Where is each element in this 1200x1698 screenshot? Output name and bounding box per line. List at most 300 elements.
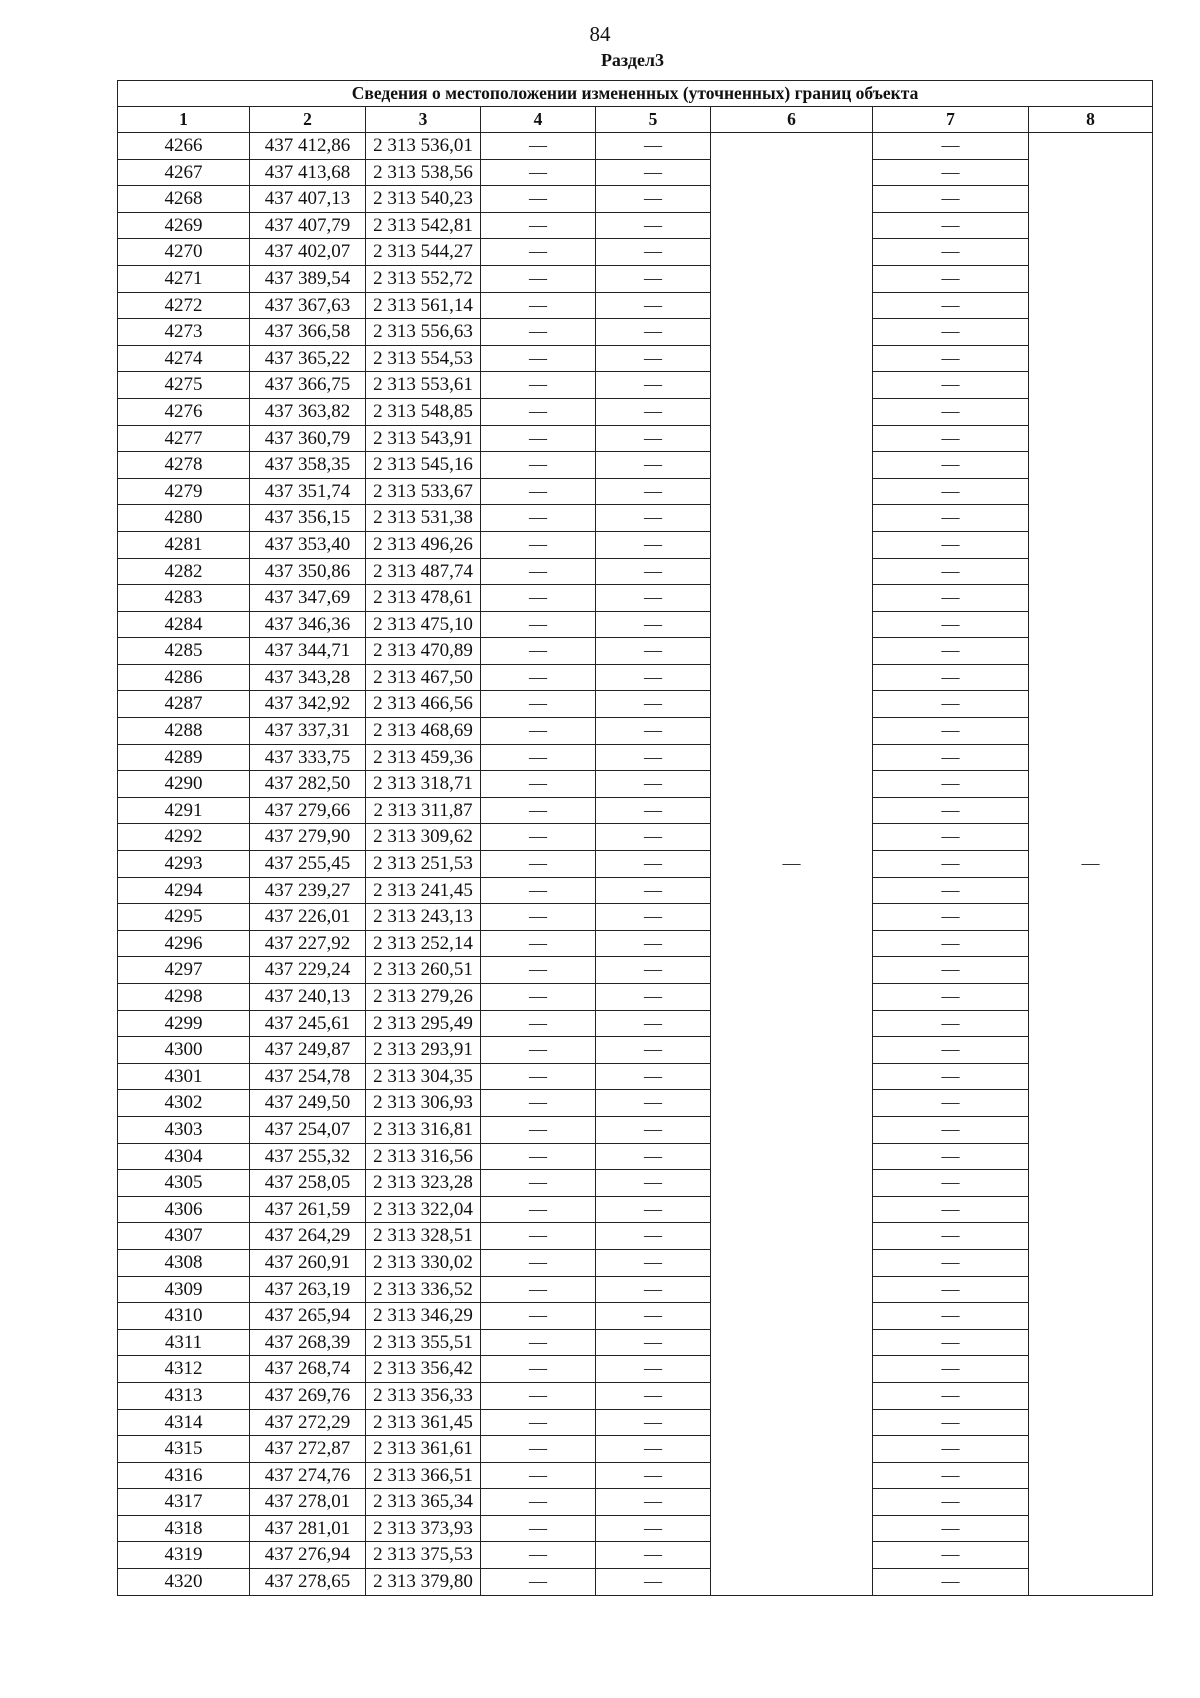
- column-7-cell: —: [873, 1462, 1029, 1489]
- coordinate-y-cell: 2 313 536,01: [366, 133, 481, 160]
- column-5-cell: —: [596, 718, 711, 745]
- table-row: [118, 1116, 1153, 1143]
- table-row: [118, 186, 1153, 213]
- column-4-cell: —: [481, 691, 596, 718]
- table-row: [118, 1436, 1153, 1463]
- coordinate-y-cell: 2 313 470,89: [366, 638, 481, 665]
- page-number: 84: [589, 22, 611, 46]
- coordinate-x-cell: 437 245,61: [250, 1010, 366, 1037]
- coordinate-y-cell: 2 313 365,34: [366, 1489, 481, 1516]
- column-4-cell: —: [481, 292, 596, 319]
- point-number-cell: 4314: [118, 1409, 250, 1436]
- coordinate-x-cell: 437 333,75: [250, 744, 366, 771]
- point-number-cell: 4303: [118, 1116, 250, 1143]
- table-row: [118, 452, 1153, 479]
- coordinate-x-cell: 437 265,94: [250, 1303, 366, 1330]
- point-number-cell: 4280: [118, 505, 250, 532]
- column-7-cell: —: [873, 558, 1029, 585]
- table-row: [118, 1196, 1153, 1223]
- coordinate-x-cell: 437 278,65: [250, 1569, 366, 1596]
- table-row: [118, 345, 1153, 372]
- coordinate-y-cell: 2 313 459,36: [366, 744, 481, 771]
- table-row: [118, 292, 1153, 319]
- point-number-cell: 4312: [118, 1356, 250, 1383]
- coordinate-x-cell: 437 365,22: [250, 345, 366, 372]
- table-row: [118, 1010, 1153, 1037]
- column-header: 5: [596, 107, 711, 133]
- coordinate-x-cell: 437 254,07: [250, 1116, 366, 1143]
- column-4-cell: —: [481, 1382, 596, 1409]
- column-5-cell: —: [596, 186, 711, 213]
- coordinate-y-cell: 2 313 318,71: [366, 771, 481, 798]
- column-8-merged-cell: —: [1029, 133, 1153, 1596]
- coordinate-y-cell: 2 313 467,50: [366, 664, 481, 691]
- column-4-cell: —: [481, 452, 596, 479]
- table-row: [118, 265, 1153, 292]
- column-7-cell: —: [873, 1382, 1029, 1409]
- column-5-cell: —: [596, 957, 711, 984]
- column-7-cell: —: [873, 851, 1029, 878]
- column-5-cell: —: [596, 1143, 711, 1170]
- coordinate-x-cell: 437 272,87: [250, 1436, 366, 1463]
- table-row: [118, 1249, 1153, 1276]
- column-4-cell: —: [481, 212, 596, 239]
- column-7-cell: —: [873, 1356, 1029, 1383]
- column-4-cell: —: [481, 558, 596, 585]
- coordinate-y-cell: 2 313 306,93: [366, 1090, 481, 1117]
- column-5-cell: —: [596, 1329, 711, 1356]
- point-number-cell: 4289: [118, 744, 250, 771]
- point-number-cell: 4267: [118, 159, 250, 186]
- column-7-cell: —: [873, 531, 1029, 558]
- column-7-cell: —: [873, 824, 1029, 851]
- column-7-cell: —: [873, 1037, 1029, 1064]
- column-4-cell: —: [481, 1329, 596, 1356]
- coordinate-x-cell: 437 279,66: [250, 797, 366, 824]
- coordinate-y-cell: 2 313 293,91: [366, 1037, 481, 1064]
- coordinate-y-cell: 2 313 466,56: [366, 691, 481, 718]
- coordinate-x-cell: 437 260,91: [250, 1249, 366, 1276]
- coordinate-y-cell: 2 313 373,93: [366, 1515, 481, 1542]
- coordinate-x-cell: 437 367,63: [250, 292, 366, 319]
- coordinate-x-cell: 437 413,68: [250, 159, 366, 186]
- point-number-cell: 4307: [118, 1223, 250, 1250]
- column-7-cell: —: [873, 744, 1029, 771]
- point-number-cell: 4297: [118, 957, 250, 984]
- table-row: [118, 744, 1153, 771]
- coordinate-x-cell: 437 358,35: [250, 452, 366, 479]
- column-5-cell: —: [596, 558, 711, 585]
- column-4-cell: —: [481, 957, 596, 984]
- column-4-cell: —: [481, 239, 596, 266]
- point-number-cell: 4300: [118, 1037, 250, 1064]
- point-number-cell: 4319: [118, 1542, 250, 1569]
- coordinate-y-cell: 2 313 556,63: [366, 319, 481, 346]
- point-number-cell: 4275: [118, 372, 250, 399]
- coordinate-x-cell: 437 249,87: [250, 1037, 366, 1064]
- table-row: [118, 1515, 1153, 1542]
- column-5-cell: —: [596, 398, 711, 425]
- section-title: Раздел3: [600, 50, 665, 70]
- column-7-cell: —: [873, 585, 1029, 612]
- column-7-cell: —: [873, 1489, 1029, 1516]
- coordinate-y-cell: 2 313 366,51: [366, 1462, 481, 1489]
- column-4-cell: —: [481, 159, 596, 186]
- coordinate-y-cell: 2 313 545,16: [366, 452, 481, 479]
- column-5-cell: —: [596, 345, 711, 372]
- coordinate-x-cell: 437 366,58: [250, 319, 366, 346]
- point-number-cell: 4277: [118, 425, 250, 452]
- coordinate-y-cell: 2 313 375,53: [366, 1542, 481, 1569]
- table-row: [118, 691, 1153, 718]
- column-5-cell: —: [596, 319, 711, 346]
- point-number-cell: 4294: [118, 877, 250, 904]
- point-number-cell: 4317: [118, 1489, 250, 1516]
- column-7-cell: —: [873, 452, 1029, 479]
- column-4-cell: —: [481, 718, 596, 745]
- table-caption: Сведения о местоположении измененных (уточненных) границ объекта: [118, 81, 1153, 107]
- column-7-cell: —: [873, 1090, 1029, 1117]
- column-5-cell: —: [596, 1382, 711, 1409]
- point-number-cell: 4306: [118, 1196, 250, 1223]
- table-row: [118, 585, 1153, 612]
- column-7-cell: —: [873, 159, 1029, 186]
- coordinate-x-cell: 437 261,59: [250, 1196, 366, 1223]
- coordinate-x-cell: 437 279,90: [250, 824, 366, 851]
- coordinate-y-cell: 2 313 252,14: [366, 930, 481, 957]
- column-header: 2: [250, 107, 366, 133]
- table-row: [118, 1223, 1153, 1250]
- table-row: [118, 1329, 1153, 1356]
- coordinate-x-cell: 437 274,76: [250, 1462, 366, 1489]
- coordinate-y-cell: 2 313 487,74: [366, 558, 481, 585]
- column-5-cell: —: [596, 1037, 711, 1064]
- column-7-cell: —: [873, 398, 1029, 425]
- table-row: [118, 1090, 1153, 1117]
- column-5-cell: —: [596, 265, 711, 292]
- column-4-cell: —: [481, 664, 596, 691]
- table-row: [118, 558, 1153, 585]
- coordinate-x-cell: 437 278,01: [250, 1489, 366, 1516]
- point-number-cell: 4269: [118, 212, 250, 239]
- coordinate-y-cell: 2 313 468,69: [366, 718, 481, 745]
- coordinate-y-cell: 2 313 316,56: [366, 1143, 481, 1170]
- column-5-cell: —: [596, 1196, 711, 1223]
- point-number-cell: 4282: [118, 558, 250, 585]
- coordinate-x-cell: 437 346,36: [250, 611, 366, 638]
- column-7-cell: —: [873, 957, 1029, 984]
- coordinate-y-cell: 2 313 279,26: [366, 984, 481, 1011]
- coordinate-x-cell: 437 356,15: [250, 505, 366, 532]
- column-7-cell: —: [873, 930, 1029, 957]
- point-number-cell: 4320: [118, 1569, 250, 1596]
- point-number-cell: 4288: [118, 718, 250, 745]
- coordinate-y-cell: 2 313 355,51: [366, 1329, 481, 1356]
- column-7-cell: —: [873, 1196, 1029, 1223]
- column-4-cell: —: [481, 398, 596, 425]
- column-header: 6: [711, 107, 873, 133]
- column-4-cell: —: [481, 319, 596, 346]
- column-4-cell: —: [481, 1542, 596, 1569]
- column-5-cell: —: [596, 1542, 711, 1569]
- table-row: [118, 824, 1153, 851]
- table-row: [118, 1569, 1153, 1596]
- point-number-cell: 4315: [118, 1436, 250, 1463]
- point-number-cell: 4316: [118, 1462, 250, 1489]
- coordinate-x-cell: 437 269,76: [250, 1382, 366, 1409]
- column-5-cell: —: [596, 744, 711, 771]
- column-5-cell: —: [596, 1090, 711, 1117]
- coordinate-y-cell: 2 313 241,45: [366, 877, 481, 904]
- column-5-cell: —: [596, 452, 711, 479]
- column-4-cell: —: [481, 585, 596, 612]
- table-row: [118, 797, 1153, 824]
- column-5-cell: —: [596, 771, 711, 798]
- column-5-cell: —: [596, 585, 711, 612]
- coordinate-x-cell: 437 258,05: [250, 1170, 366, 1197]
- point-number-cell: 4272: [118, 292, 250, 319]
- table-row: [118, 505, 1153, 532]
- column-4-cell: —: [481, 904, 596, 931]
- coordinate-x-cell: 437 407,79: [250, 212, 366, 239]
- column-header: 3: [366, 107, 481, 133]
- column-4-cell: —: [481, 744, 596, 771]
- coordinate-y-cell: 2 313 322,04: [366, 1196, 481, 1223]
- coordinate-y-cell: 2 313 346,29: [366, 1303, 481, 1330]
- table-row: [118, 1037, 1153, 1064]
- coordinate-y-cell: 2 313 295,49: [366, 1010, 481, 1037]
- table-row: [118, 1489, 1153, 1516]
- table-row: [118, 212, 1153, 239]
- column-5-cell: —: [596, 1356, 711, 1383]
- point-number-cell: 4313: [118, 1382, 250, 1409]
- column-5-cell: —: [596, 133, 711, 160]
- coordinate-y-cell: 2 313 323,28: [366, 1170, 481, 1197]
- table-row: [118, 1303, 1153, 1330]
- coordinate-x-cell: 437 351,74: [250, 478, 366, 505]
- table-row: [118, 930, 1153, 957]
- column-5-cell: —: [596, 1515, 711, 1542]
- table-row: [118, 531, 1153, 558]
- column-4-cell: —: [481, 1090, 596, 1117]
- column-5-cell: —: [596, 1223, 711, 1250]
- coordinate-x-cell: 437 268,39: [250, 1329, 366, 1356]
- coordinate-y-cell: 2 313 309,62: [366, 824, 481, 851]
- coordinate-y-cell: 2 313 552,72: [366, 265, 481, 292]
- coordinate-x-cell: 437 389,54: [250, 265, 366, 292]
- column-5-cell: —: [596, 239, 711, 266]
- table-row: [118, 718, 1153, 745]
- column-4-cell: —: [481, 1515, 596, 1542]
- column-7-cell: —: [873, 425, 1029, 452]
- column-7-cell: —: [873, 1436, 1029, 1463]
- coordinate-x-cell: 437 281,01: [250, 1515, 366, 1542]
- column-header-row: [118, 107, 1153, 133]
- coordinate-x-cell: 437 263,19: [250, 1276, 366, 1303]
- coordinate-x-cell: 437 353,40: [250, 531, 366, 558]
- column-4-cell: —: [481, 133, 596, 160]
- point-number-cell: 4310: [118, 1303, 250, 1330]
- point-number-cell: 4283: [118, 585, 250, 612]
- column-7-cell: —: [873, 372, 1029, 399]
- column-4-cell: —: [481, 1489, 596, 1516]
- column-header: 4: [481, 107, 596, 133]
- column-5-cell: —: [596, 851, 711, 878]
- column-4-cell: —: [481, 1037, 596, 1064]
- coordinate-y-cell: 2 313 478,61: [366, 585, 481, 612]
- coordinate-x-cell: 437 412,86: [250, 133, 366, 160]
- table-row: [118, 1382, 1153, 1409]
- column-7-cell: —: [873, 186, 1029, 213]
- column-7-cell: —: [873, 691, 1029, 718]
- column-4-cell: —: [481, 345, 596, 372]
- coordinate-x-cell: 437 249,50: [250, 1090, 366, 1117]
- coordinate-x-cell: 437 343,28: [250, 664, 366, 691]
- column-5-cell: —: [596, 531, 711, 558]
- column-5-cell: —: [596, 212, 711, 239]
- coordinate-y-cell: 2 313 316,81: [366, 1116, 481, 1143]
- coordinate-x-cell: 437 282,50: [250, 771, 366, 798]
- column-4-cell: —: [481, 505, 596, 532]
- point-number-cell: 4302: [118, 1090, 250, 1117]
- table-row: [118, 1143, 1153, 1170]
- point-number-cell: 4279: [118, 478, 250, 505]
- point-number-cell: 4293: [118, 851, 250, 878]
- table-row: [118, 664, 1153, 691]
- table-row: [118, 319, 1153, 346]
- column-5-cell: —: [596, 930, 711, 957]
- table-row: [118, 851, 1153, 878]
- column-4-cell: —: [481, 1436, 596, 1463]
- column-4-cell: —: [481, 1409, 596, 1436]
- column-7-cell: —: [873, 1569, 1029, 1596]
- coordinate-y-cell: 2 313 533,67: [366, 478, 481, 505]
- table-row: [118, 1409, 1153, 1436]
- column-5-cell: —: [596, 877, 711, 904]
- column-5-cell: —: [596, 1116, 711, 1143]
- coordinate-x-cell: 437 402,07: [250, 239, 366, 266]
- column-5-cell: —: [596, 1409, 711, 1436]
- table-row: [118, 1462, 1153, 1489]
- point-number-cell: 4291: [118, 797, 250, 824]
- coordinate-y-cell: 2 313 336,52: [366, 1276, 481, 1303]
- coordinate-x-cell: 437 255,32: [250, 1143, 366, 1170]
- column-4-cell: —: [481, 1223, 596, 1250]
- column-4-cell: —: [481, 611, 596, 638]
- point-number-cell: 4270: [118, 239, 250, 266]
- coordinate-x-cell: 437 276,94: [250, 1542, 366, 1569]
- table-row: [118, 984, 1153, 1011]
- column-4-cell: —: [481, 797, 596, 824]
- coordinate-x-cell: 437 344,71: [250, 638, 366, 665]
- column-7-cell: —: [873, 265, 1029, 292]
- column-4-cell: —: [481, 372, 596, 399]
- table-row: [118, 1170, 1153, 1197]
- coordinate-y-cell: 2 313 542,81: [366, 212, 481, 239]
- column-4-cell: —: [481, 984, 596, 1011]
- coordinate-x-cell: 437 239,27: [250, 877, 366, 904]
- column-6-merged-cell: —: [711, 133, 873, 1596]
- table-row: [118, 1276, 1153, 1303]
- column-4-cell: —: [481, 265, 596, 292]
- coordinate-y-cell: 2 313 379,80: [366, 1569, 481, 1596]
- column-5-cell: —: [596, 292, 711, 319]
- point-number-cell: 4274: [118, 345, 250, 372]
- column-4-cell: —: [481, 771, 596, 798]
- coordinate-y-cell: 2 313 251,53: [366, 851, 481, 878]
- column-7-cell: —: [873, 505, 1029, 532]
- coordinate-x-cell: 437 360,79: [250, 425, 366, 452]
- column-7-cell: —: [873, 904, 1029, 931]
- table-row: [118, 638, 1153, 665]
- column-5-cell: —: [596, 797, 711, 824]
- column-5-cell: —: [596, 984, 711, 1011]
- point-number-cell: 4308: [118, 1249, 250, 1276]
- column-5-cell: —: [596, 372, 711, 399]
- coordinate-x-cell: 437 350,86: [250, 558, 366, 585]
- column-4-cell: —: [481, 478, 596, 505]
- table-row: [118, 771, 1153, 798]
- column-4-cell: —: [481, 425, 596, 452]
- point-number-cell: 4295: [118, 904, 250, 931]
- column-5-cell: —: [596, 1436, 711, 1463]
- point-number-cell: 4292: [118, 824, 250, 851]
- column-7-cell: —: [873, 1276, 1029, 1303]
- coordinate-x-cell: 437 268,74: [250, 1356, 366, 1383]
- coordinate-y-cell: 2 313 330,02: [366, 1249, 481, 1276]
- coordinate-y-cell: 2 313 328,51: [366, 1223, 481, 1250]
- column-7-cell: —: [873, 638, 1029, 665]
- coordinate-y-cell: 2 313 531,38: [366, 505, 481, 532]
- column-7-cell: —: [873, 1116, 1029, 1143]
- table-row: [118, 1356, 1153, 1383]
- point-number-cell: 4271: [118, 265, 250, 292]
- column-7-cell: —: [873, 1143, 1029, 1170]
- point-number-cell: 4268: [118, 186, 250, 213]
- column-4-cell: —: [481, 1196, 596, 1223]
- coordinate-y-cell: 2 313 548,85: [366, 398, 481, 425]
- coordinate-y-cell: 2 313 554,53: [366, 345, 481, 372]
- point-number-cell: 4266: [118, 133, 250, 160]
- coordinate-y-cell: 2 313 475,10: [366, 611, 481, 638]
- column-5-cell: —: [596, 904, 711, 931]
- column-4-cell: —: [481, 1356, 596, 1383]
- point-number-cell: 4290: [118, 771, 250, 798]
- column-header: 8: [1029, 107, 1153, 133]
- table-row: [118, 133, 1153, 160]
- column-4-cell: —: [481, 186, 596, 213]
- point-number-cell: 4284: [118, 611, 250, 638]
- column-5-cell: —: [596, 159, 711, 186]
- point-number-cell: 4276: [118, 398, 250, 425]
- table-row: [118, 1542, 1153, 1569]
- column-4-cell: —: [481, 531, 596, 558]
- coordinate-x-cell: 437 227,92: [250, 930, 366, 957]
- point-number-cell: 4285: [118, 638, 250, 665]
- coordinate-x-cell: 437 254,78: [250, 1063, 366, 1090]
- column-7-cell: —: [873, 212, 1029, 239]
- column-4-cell: —: [481, 877, 596, 904]
- coordinate-x-cell: 437 337,31: [250, 718, 366, 745]
- coordinate-y-cell: 2 313 496,26: [366, 531, 481, 558]
- column-7-cell: —: [873, 345, 1029, 372]
- coordinate-x-cell: 437 347,69: [250, 585, 366, 612]
- point-number-cell: 4278: [118, 452, 250, 479]
- column-5-cell: —: [596, 1303, 711, 1330]
- column-7-cell: —: [873, 292, 1029, 319]
- column-5-cell: —: [596, 478, 711, 505]
- column-5-cell: —: [596, 425, 711, 452]
